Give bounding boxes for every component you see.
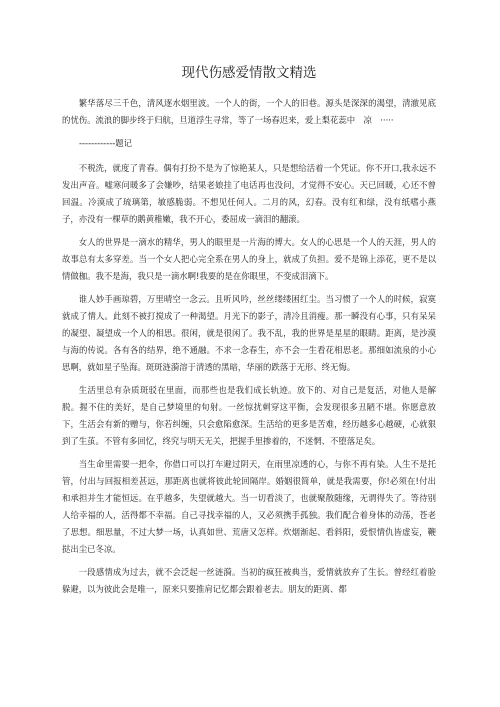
body-paragraph-4: 生活里总有杂质斑驳在里面，而那些也是我们成长轨迹。放下的、对自己是复活，对他人是解脱。握不住的美好，是自己梦境里的旬射。一丝惊扰刺穿这平衡，会发现很多丑陋不堪。你愿意放下，生活会有新的赠与，你若纠缠，只会愈陷愈深。生活给的更多是苦难，经历越多心越硬，心就狠到了生茧。不管有多回忆，终究与明天无关，把握手里掺着的，不迷惘、不堕落足矣。 — [62, 385, 436, 446]
body-paragraph-1: 不税洗，就度了青春。偶有打扮不是为了惊艳某人，只是想给活着一个凭证。你不开口,我永远不发出声音。嘘寒问暖多了会嫌吵，结果老娘挂了电话再也没问，才觉得不安心。天已回暖，心还不曾回温。冷漠成了琉璃第，敏感脆弱。不想见任何人。二月的风，幻春。没有红和绿，没有纸嗜小燕子，亦没有一棵草的鹅黄稚嫩，我不开心，委屈成一滴泪的翻滚。 — [62, 163, 436, 224]
intro-paragraph: 繁华落尽三千色，清风逐水烟里波。一个人的街，一个人的旧巷。源头是深深的渴望，清澈见底的忧伤。流浪的脚步终于归航，旦道浮生寻常，等了一场春迟来，爱上梨花蕊中 凉 ····· — [62, 98, 436, 125]
body-paragraph-5: 当生命里需要一把伞，你借口可以打车避过阴天，在雨里凉透的心，与你不再有染。人生不是托管，付出与回报相差甚远，那距离也就将彼此轮回隔岸。婚姻很简单，就是我需要，你!必须在!付出和承担并生才能恒远。在乎越多，失望就越大。当一切看淡了，也就聚散随缘，无谓得失了。等待别人给幸福的人，活得都不幸福。自己寻找幸福的人，又必须携手孤独。我们配合着身体的动荡，苍老了思想。细思量，不过大梦一场，认真如世、荒唐又怎样。炊烟渐起、看斜阳，爱恨情仇皆虚妄，鞭挞出尘已冬凉。 — [62, 459, 436, 554]
document-title: 现代伤感爱情散文精选 — [181, 65, 317, 81]
body-paragraph-6: 一段感情成为过去，就不会泛起一丝涟漪。当初的疯狂被典当，爱情就放弃了生长。曾经红着脸躲避，以为彼此会是唯一，原来只要推肩记忆都会跟着老去。朋友的距离、都 — [62, 567, 436, 594]
epigraph-divider: ------------题记 — [79, 138, 133, 148]
body-paragraph-3: 谁人妙手画琼碧，万里晴空一念云。且听风吟，丝丝缕缕困红尘。当习惯了一个人的时候，寂寞就成了情人。此刻不被打搅成了一种渴望。月光下的影子，清冷且消瘦。那一瞬没有心事，只有呆呆的凝望、凝望成一个人的相思。很闲，就是很闲了。我不乱，我的世界是星星的眼睛。距离，是沙漠与海的传说。各有各的结界，绝不通融。不求一念春生，亦不会一生看花相思老。那细如流泉的小心思啊，就如星子坠海。斑斑涟漪溶于清透的黑暗，华丽的跌落于无形、终无悔。 — [62, 294, 436, 372]
body-paragraph-2: 女人的世界是一滴水的精华，男人的眼里是一片海的博大。女人的心思是一个人的天涯，男人的故事总有太多穿差。当一个女人把心完全系在男人的身上，就成了负担。爱不是锦上添花，更不是以情做枷。我不是海，我只是一滴水啊!我要的是在你眼里，不变成泪滴下。 — [62, 237, 436, 281]
